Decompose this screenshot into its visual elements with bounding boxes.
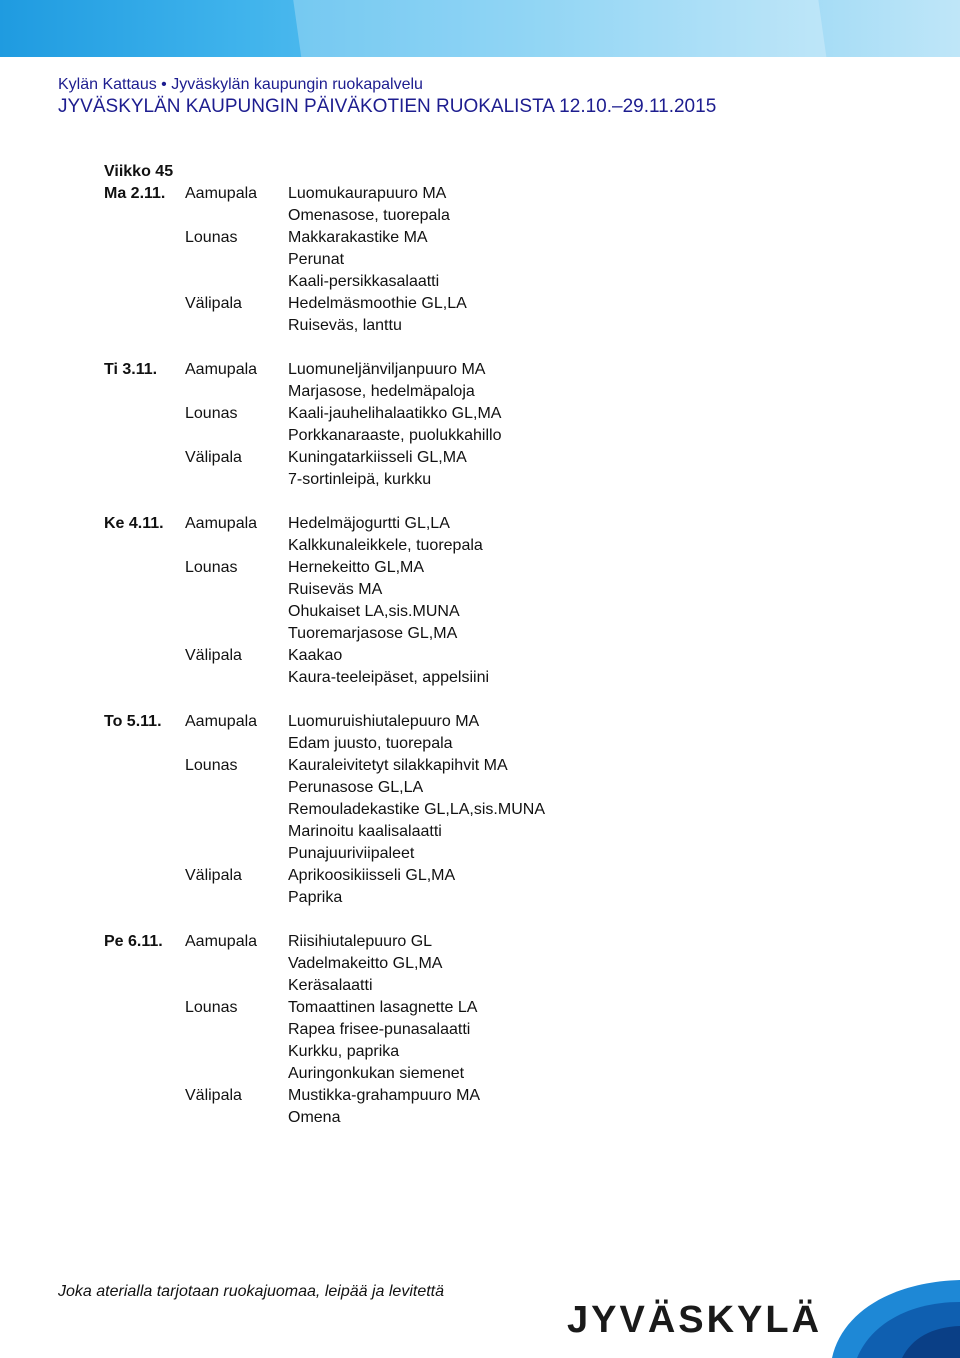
menu-item: Kaakao xyxy=(288,647,343,664)
meal-name: Lounas xyxy=(185,229,238,246)
menu-item: Kaura-teeleipäset, appelsiini xyxy=(288,669,490,686)
meal-name: Välipala xyxy=(185,449,242,466)
meal-name: Aamupala xyxy=(185,713,258,730)
menu-row xyxy=(104,887,924,909)
menu-row xyxy=(104,1041,924,1063)
document-header xyxy=(58,75,716,119)
menu-row xyxy=(104,601,924,623)
menu-row xyxy=(104,821,924,843)
menu-row xyxy=(104,403,924,425)
menu-row xyxy=(104,205,924,227)
menu-row xyxy=(104,381,924,403)
menu-row xyxy=(104,249,924,271)
meal-name: Lounas xyxy=(185,405,238,422)
jyvaskyla-logo: JYVÄSKYLÄ xyxy=(567,1299,823,1341)
meal-name: Aamupala xyxy=(185,361,258,378)
menu-row xyxy=(104,293,924,315)
menu-item: Ohukaiset LA,sis.MUNA xyxy=(288,603,460,620)
menu-item: Omena xyxy=(288,1109,341,1126)
meal-name: Aamupala xyxy=(185,933,258,950)
menu-item: Porkkanaraaste, puolukkahillo xyxy=(288,427,502,444)
day-date: Ti 3.11. xyxy=(104,361,158,378)
corner-swoosh-graphic xyxy=(812,1272,960,1358)
menu-item: Paprika xyxy=(288,889,343,906)
menu-row xyxy=(104,1107,924,1129)
footer-note: Joka aterialla tarjotaan ruokajuomaa, leipää ja levitettä xyxy=(58,1283,445,1300)
menu-item: Hedelmäjogurtti GL,LA xyxy=(288,515,450,532)
menu-item: Perunasose GL,LA xyxy=(288,779,424,796)
menu-item: Edam juusto, tuorepala xyxy=(288,735,453,752)
menu-item: Mustikka-grahampuuro MA xyxy=(288,1087,481,1104)
day-block xyxy=(104,711,924,909)
menu-row xyxy=(104,997,924,1019)
menu-row xyxy=(104,733,924,755)
menu-row xyxy=(104,777,924,799)
day-date: Pe 6.11. xyxy=(104,933,163,950)
menu-row xyxy=(104,711,924,733)
menu-item: Rapea frisee-punasalaatti xyxy=(288,1021,471,1038)
menu-row xyxy=(104,535,924,557)
menu-item: Kauraleivitetyt silakkapihvit MA xyxy=(288,757,508,774)
menu-item: Kaali-persikkasalaatti xyxy=(288,273,440,290)
menu-row xyxy=(104,953,924,975)
menu-item: Ruiseväs, lanttu xyxy=(288,317,402,334)
menu-item: Kurkku, paprika xyxy=(288,1043,400,1060)
menu-row xyxy=(104,1085,924,1107)
menu-item: Auringonkukan siemenet xyxy=(288,1065,465,1082)
menu-item: Marjasose, hedelmäpaloja xyxy=(288,383,475,400)
menu-item: Hernekeitto GL,MA xyxy=(288,559,425,576)
menu-row xyxy=(104,271,924,293)
meal-name: Lounas xyxy=(185,757,238,774)
menu-row xyxy=(104,865,924,887)
menu-row xyxy=(104,315,924,337)
menu-item: Marinoitu kaalisalaatti xyxy=(288,823,442,840)
menu-item: 7-sortinleipä, kurkku xyxy=(288,471,432,488)
menu-row xyxy=(104,469,924,491)
menu-item: Perunat xyxy=(288,251,345,268)
menu-item: Makkarakastike MA xyxy=(288,229,428,246)
day-date: To 5.11. xyxy=(104,713,162,730)
menu-item: Kalkkunaleikkele, tuorepala xyxy=(288,537,483,554)
meal-name: Välipala xyxy=(185,1087,242,1104)
menu-row xyxy=(104,579,924,601)
menu-item: Luomuruishiutalepuuro MA xyxy=(288,713,480,730)
day-date: Ma 2.11. xyxy=(104,185,166,202)
meal-name: Välipala xyxy=(185,295,242,312)
meal-name: Lounas xyxy=(185,999,238,1016)
day-block xyxy=(104,931,924,1129)
meal-name: Lounas xyxy=(185,559,238,576)
menu-row xyxy=(104,227,924,249)
day-block xyxy=(104,183,924,337)
menu-row xyxy=(104,447,924,469)
menu-item: Hedelmäsmoothie GL,LA xyxy=(288,295,467,312)
menu-row xyxy=(104,425,924,447)
menu-row xyxy=(104,645,924,667)
menu-row xyxy=(104,667,924,689)
day-date: Ke 4.11. xyxy=(104,515,164,532)
menu-row xyxy=(104,799,924,821)
page-title: JYVÄSKYLÄN KAUPUNGIN PÄIVÄKOTIEN RUOKALISTA 12.10.–29.11.2015 xyxy=(58,96,717,117)
menu-item: Kaali-jauhelihalaatikko GL,MA xyxy=(288,405,502,422)
menu-item: Vadelmakeitto GL,MA xyxy=(288,955,443,972)
menu-row xyxy=(104,513,924,535)
top-banner xyxy=(0,0,960,57)
menu-item: Riisihiutalepuuro GL xyxy=(288,933,433,950)
menu-row xyxy=(104,557,924,579)
menu-item: Tomaattinen lasagnette LA xyxy=(288,999,478,1016)
day-block xyxy=(104,359,924,491)
menu-item: Kuningatarkiisseli GL,MA xyxy=(288,449,467,466)
day-block xyxy=(104,513,924,689)
menu-row xyxy=(104,359,924,381)
menu-item: Keräsalaatti xyxy=(288,977,373,994)
menu-row xyxy=(104,843,924,865)
menu-row xyxy=(104,931,924,953)
menu-content xyxy=(104,161,924,1151)
meal-name: Välipala xyxy=(185,867,242,884)
meal-name: Aamupala xyxy=(185,185,258,202)
menu-item: Punajuuriviipaleet xyxy=(288,845,415,862)
menu-item: Luomukaurapuuro MA xyxy=(288,185,447,202)
menu-item: Aprikoosikiisseli GL,MA xyxy=(288,867,456,884)
menu-item: Luomuneljänviljanpuuro MA xyxy=(288,361,486,378)
menu-item: Ruiseväs MA xyxy=(288,581,383,598)
menu-row xyxy=(104,183,924,205)
menu-row xyxy=(104,1063,924,1085)
menu-row xyxy=(104,623,924,645)
menu-row xyxy=(104,1019,924,1041)
menu-row xyxy=(104,975,924,997)
meal-name: Välipala xyxy=(185,647,242,664)
header-subtitle: Kylän Kattaus • Jyväskylän kaupungin ruokapalvelu xyxy=(58,76,423,93)
meal-name: Aamupala xyxy=(185,515,258,532)
menu-item: Omenasose, tuorepala xyxy=(288,207,450,224)
day-list xyxy=(104,183,924,1129)
week-label: Viikko 45 xyxy=(104,163,174,180)
menu-item: Remouladekastike GL,LA,sis.MUNA xyxy=(288,801,545,818)
menu-item: Tuoremarjasose GL,MA xyxy=(288,625,458,642)
menu-row xyxy=(104,755,924,777)
